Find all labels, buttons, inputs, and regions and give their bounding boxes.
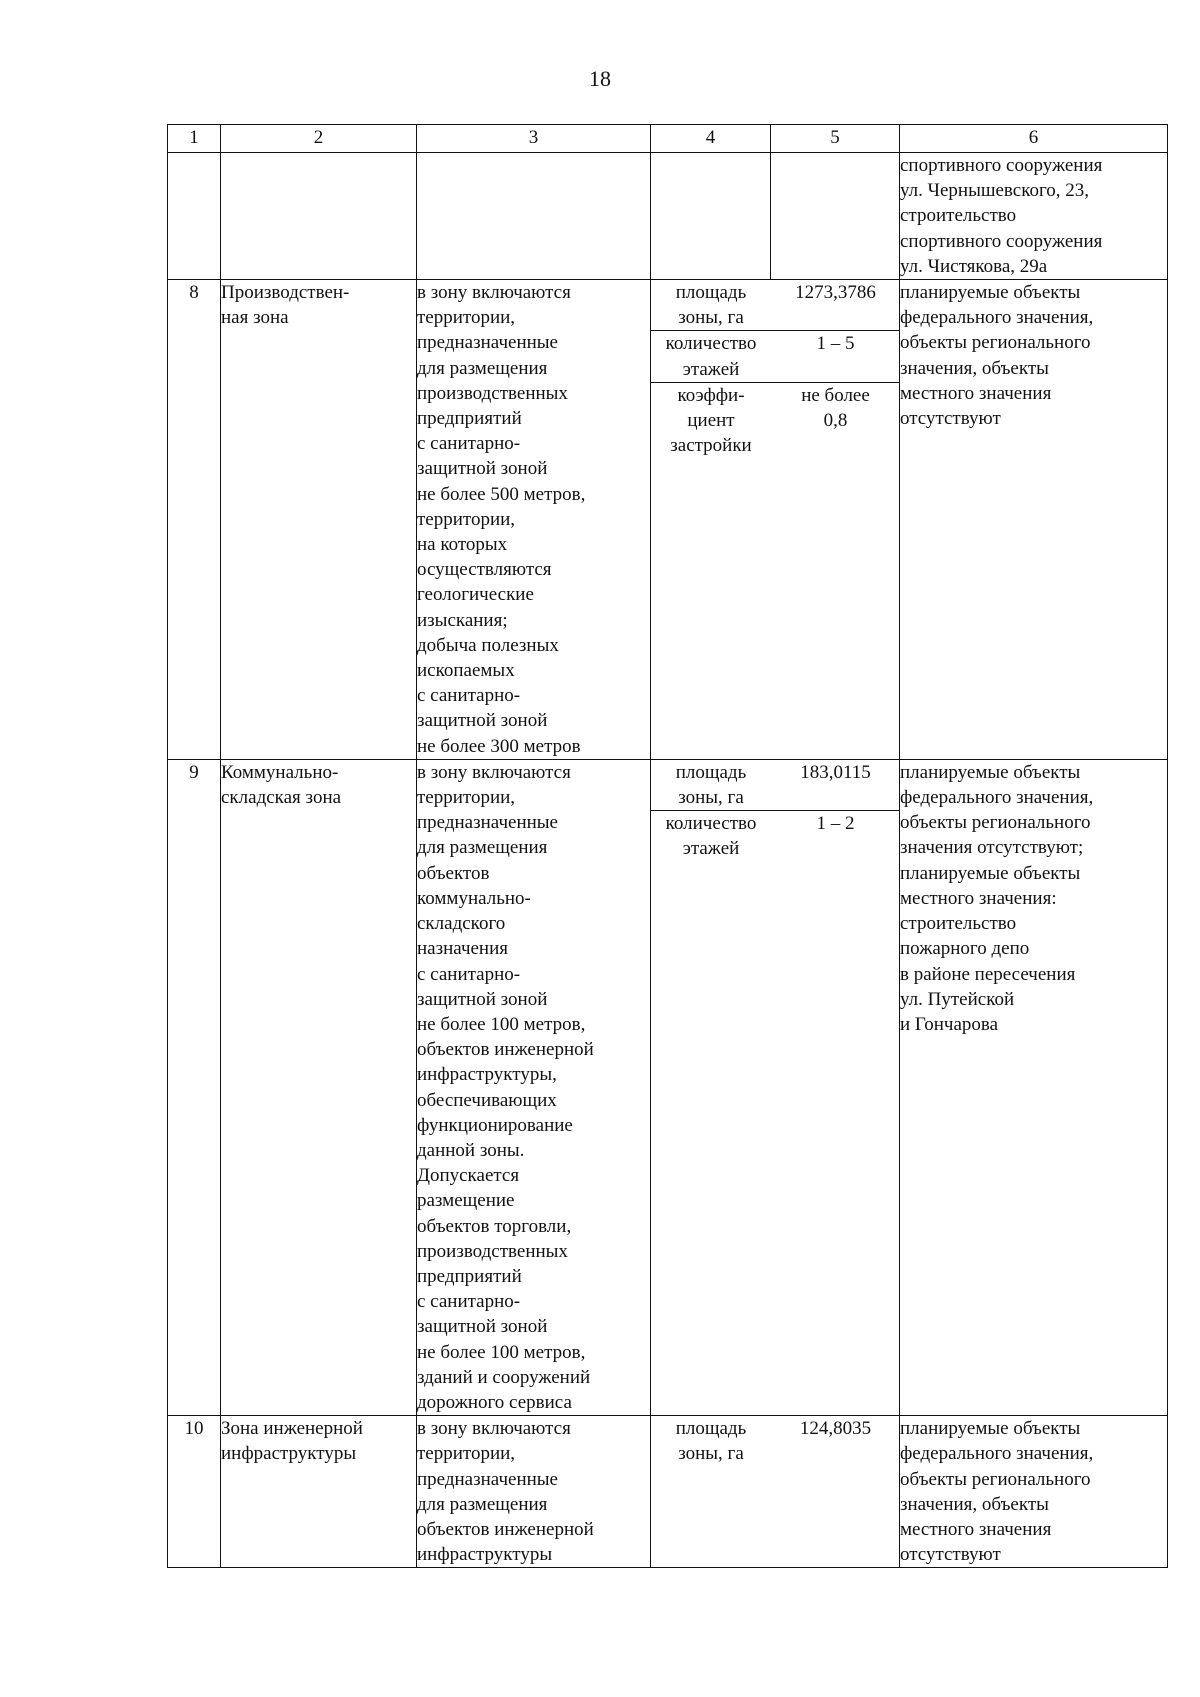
text-line: циент (687, 410, 735, 432)
zone-name (221, 280, 417, 760)
header-cell: 4 (651, 125, 771, 153)
parameter-value (771, 1416, 900, 1466)
text-line: обеспечивающих (417, 1089, 557, 1111)
parameter-value (771, 760, 900, 811)
text-line: не более 500 метров, (417, 483, 586, 505)
text-line: добыча полезных (417, 634, 559, 656)
text-line: спортивного сооружения (900, 155, 1103, 176)
text-line: местного значения (900, 382, 1052, 404)
row-number: 8 (168, 280, 221, 760)
text-line: ул. Чернышевского, 23, (900, 180, 1090, 202)
table-row (168, 759, 1168, 1415)
text-line: изыскания; (417, 609, 508, 631)
text-line: значения, объекты (900, 357, 1049, 379)
text-line: объекты регионального (900, 1468, 1091, 1490)
text-line: складского (417, 913, 506, 935)
text-line: производственных (417, 1240, 568, 1262)
zone-name (221, 1416, 417, 1568)
text-line: ул. Путейской (900, 988, 1015, 1010)
text-line: 0,8 (823, 410, 848, 432)
text-line: 1 – 2 (816, 813, 855, 835)
text-line: не более (801, 384, 870, 406)
text-line: территории, (417, 1443, 516, 1465)
text-line: Производствен- (221, 282, 350, 304)
text-line: отсутствуют (900, 408, 1001, 430)
text-line: планируемые объекты (900, 1418, 1081, 1440)
text-line: пожарного депо (900, 938, 1030, 960)
zone-parameters (651, 1416, 900, 1568)
parameters-subtable (651, 280, 900, 458)
text-line: территории, (417, 307, 516, 329)
row-number: 10 (168, 1416, 221, 1568)
text-line: федерального значения, (900, 1443, 1094, 1465)
text-line: строительство (900, 913, 1017, 935)
parameter-row (651, 811, 900, 862)
text-line: площадь (675, 761, 747, 783)
text-line: ная зона (221, 307, 289, 329)
text-line: предназначенные (417, 812, 558, 834)
text-line: Зона инженерной (221, 1418, 363, 1440)
text-line: в зону включаются (417, 282, 571, 304)
text-line: территории, (417, 787, 516, 809)
text-line: территории, (417, 508, 516, 530)
zone-parameters (651, 759, 900, 1415)
page-number: 18 (589, 66, 611, 91)
text-line: планируемые объекты (900, 761, 1081, 783)
text-line: не более 100 метров, (417, 1341, 586, 1363)
text-line: федерального значения, (900, 787, 1094, 809)
text-line: значения, объекты (900, 1493, 1049, 1515)
text-line: объектов (417, 862, 490, 884)
text-line: назначения (417, 938, 509, 960)
text-line: объектов торговли, (417, 1215, 572, 1237)
text-line: дорожного сервиса (417, 1391, 572, 1413)
text-line: с санитарно- (417, 1291, 521, 1313)
text-line: инфраструктуры (417, 1544, 553, 1566)
text-line: коэффи- (677, 384, 745, 406)
text-line: значения отсутствуют; (900, 837, 1084, 859)
text-line: и Гончарова (900, 1013, 999, 1035)
text-line: количество (665, 813, 757, 835)
text-line: с санитарно- (417, 685, 521, 707)
parameters-subtable (651, 1416, 900, 1466)
text-line: этажей (682, 358, 740, 380)
zones-table (167, 124, 1168, 1568)
table-row-continuation (168, 153, 1168, 280)
text-line: застройки (670, 435, 752, 457)
text-line: строительство (900, 205, 1017, 227)
text-line: спортивного сооружения (900, 230, 1103, 252)
text-line: зоны, га (678, 787, 744, 809)
zone-description (417, 280, 651, 760)
zone-parameters (651, 280, 900, 760)
text-line: предприятий (417, 408, 522, 430)
text-line: ул. Чистякова, 29а (900, 255, 1048, 277)
parameter-value (771, 280, 900, 331)
zone-name (221, 759, 417, 1415)
zone-description (417, 759, 651, 1415)
text-line: планируемые объекты (900, 282, 1081, 304)
text-line: предназначенные (417, 332, 558, 354)
text-line: отсутствуют (900, 1544, 1001, 1566)
text-line: Коммунально- (221, 761, 339, 783)
text-line: не более 300 метров (417, 735, 581, 757)
planned-objects (900, 280, 1168, 760)
text-line: предприятий (417, 1265, 522, 1287)
text-line: в зону включаются (417, 761, 571, 783)
table-row (168, 280, 1168, 760)
parameters-subtable (651, 760, 900, 862)
planned-objects (900, 1416, 1168, 1568)
text-line: зданий и сооружений (417, 1366, 591, 1388)
text-line: в районе пересечения (900, 963, 1076, 985)
text-line: инфраструктуры, (417, 1064, 557, 1086)
header-cell: 6 (900, 125, 1168, 153)
text-line: объектов инженерной (417, 1518, 594, 1540)
planned-objects (900, 759, 1168, 1415)
text-line: складская зона (221, 787, 342, 809)
parameter-value (771, 382, 900, 458)
text-line: на которых (417, 534, 508, 556)
parameter-row (651, 280, 900, 331)
text-line: с санитарно- (417, 433, 521, 455)
text-line: коммунально- (417, 887, 531, 909)
header-cell: 1 (168, 125, 221, 153)
text-line: местного значения (900, 1518, 1052, 1540)
parameter-label (651, 1416, 771, 1466)
parameter-row (651, 1416, 900, 1466)
text-line: объекты регионального (900, 332, 1091, 354)
text-line: в зону включаются (417, 1418, 571, 1440)
text-line: защитной зоной (417, 710, 548, 732)
text-line: этажей (682, 838, 740, 860)
text-line: ископаемых (417, 660, 515, 682)
text-line: размещение (417, 1190, 515, 1212)
text-line: количество (665, 333, 757, 355)
text-line: местного значения: (900, 887, 1057, 909)
header-cell: 2 (221, 125, 417, 153)
text-line: осуществляются (417, 559, 552, 581)
header-row (168, 125, 1168, 153)
text-line: Допускается (417, 1165, 520, 1187)
zone-description (417, 1416, 651, 1568)
header-cell: 3 (417, 125, 651, 153)
parameter-row (651, 382, 900, 458)
parameter-row (651, 760, 900, 811)
text-line: не более 100 метров, (417, 1013, 586, 1035)
text-line: объекты регионального (900, 812, 1091, 834)
parameter-label (651, 760, 771, 811)
parameter-value (771, 331, 900, 382)
text-line: 1273,3786 (795, 282, 876, 304)
text-line: федерального значения, (900, 307, 1094, 329)
text-line: функционирование (417, 1114, 573, 1136)
text-line: защитной зоной (417, 458, 548, 480)
text-line: производственных (417, 382, 568, 404)
parameter-label (651, 280, 771, 331)
row-number: 9 (168, 759, 221, 1415)
text-line: для размещения (417, 357, 548, 379)
text-line: инфраструктуры (221, 1443, 357, 1465)
text-line: для размещения (417, 837, 548, 859)
text-line: площадь (675, 1418, 747, 1440)
text-line: для размещения (417, 1493, 548, 1515)
parameter-row (651, 331, 900, 382)
text-line: 183,0115 (800, 761, 871, 783)
objects-cell (900, 153, 1168, 280)
parameter-label (651, 331, 771, 382)
text-line: объектов инженерной (417, 1039, 594, 1061)
text-line: с санитарно- (417, 963, 521, 985)
text-line: 124,8035 (799, 1418, 872, 1440)
text-line: защитной зоной (417, 1316, 548, 1338)
parameter-label (651, 811, 771, 862)
text-line: данной зоны. (417, 1139, 525, 1161)
text-line: защитной зоной (417, 988, 548, 1010)
header-cell: 5 (771, 125, 900, 153)
table-row (168, 1416, 1168, 1568)
parameter-label (651, 382, 771, 458)
text-line: геологические (417, 584, 534, 606)
text-line: площадь (675, 282, 747, 304)
parameter-value (771, 811, 900, 862)
text-line: зоны, га (678, 1443, 744, 1465)
text-line: предназначенные (417, 1468, 558, 1490)
text-line: планируемые объекты (900, 862, 1081, 884)
text-line: 1 – 5 (816, 333, 855, 355)
text-line: зоны, га (678, 307, 744, 329)
